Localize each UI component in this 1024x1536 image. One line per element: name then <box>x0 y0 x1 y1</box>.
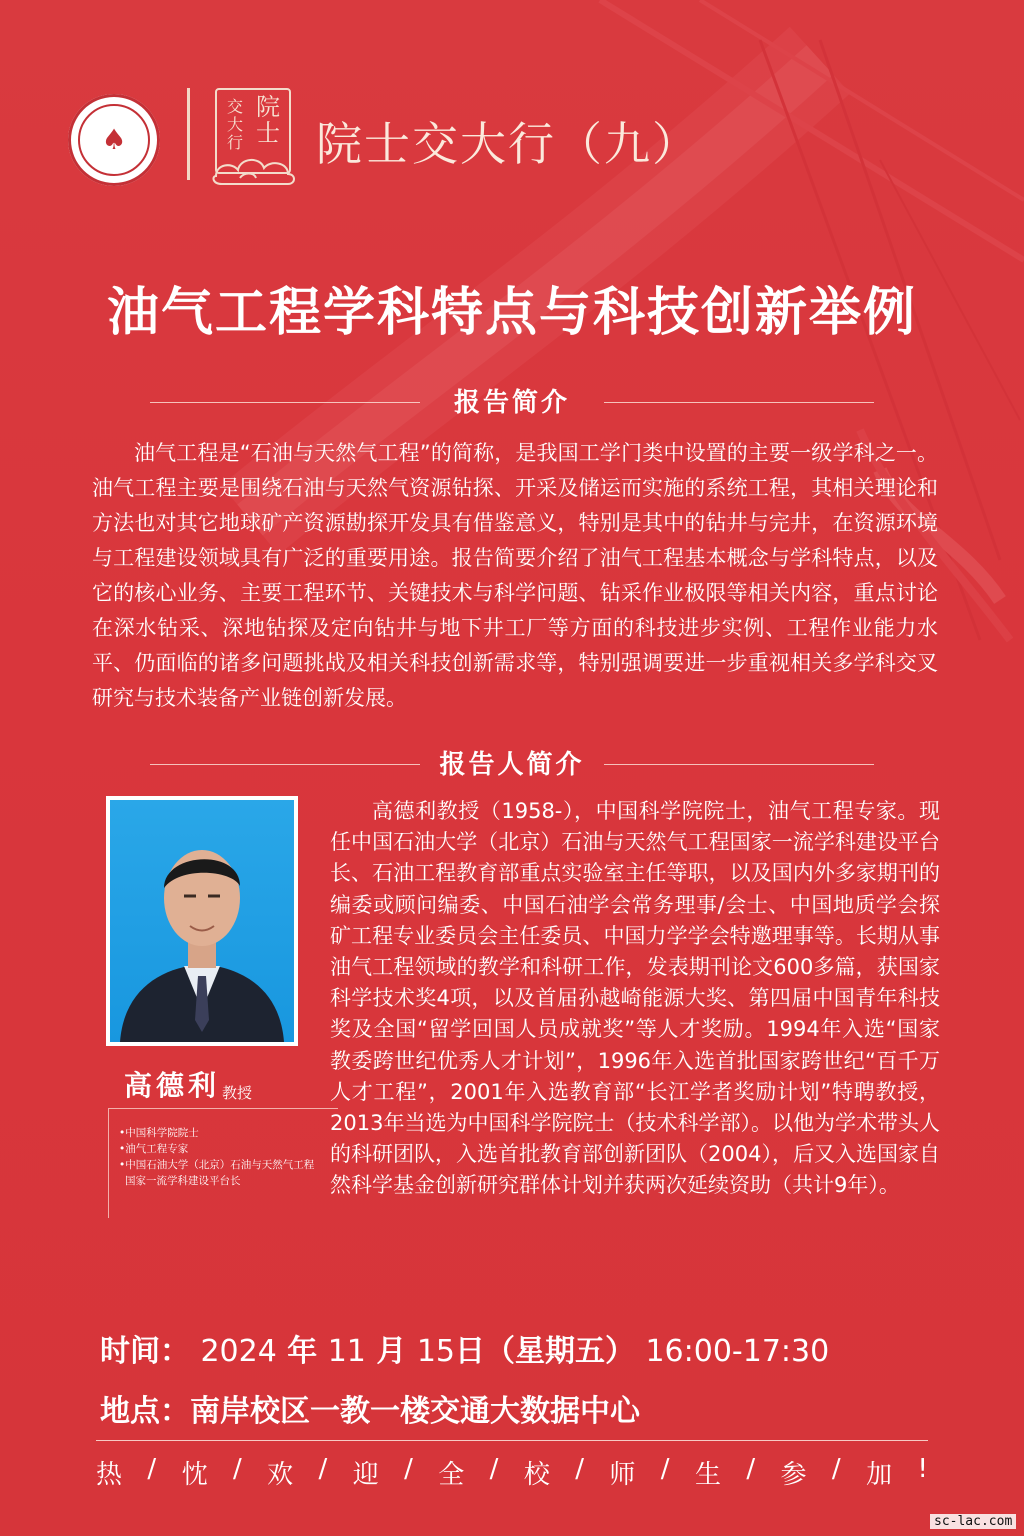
seal-tree-emblem: ♠ <box>101 123 127 156</box>
report-intro-text: 油气工程是“石油与天然气工程”的简称，是我国工学门类中设置的主要一级学科之一。油气工程主要是围绕石油与天然气资源钻探、开采及储运而实施的系统工程，其相关理论和方法也对其它地球矿产资源勘探开发具有借鉴意义，特别是其中的钻井与完井，在资源环境与工程建设领域具有广泛的重要用途。报告简要介绍了油气工程基本概念与学科特点，以及它的核心业务、主要工程环节、关键技术与科学问题、钻采作业极限等相关内容，重点讨论在深水钻采、深地钻探及定向钻井与地下井工厂等方面的科技进步实例、工程作业能力水平、仍面临的诸多问题挑战及相关科技创新需求等，特别强调要进一步重视相关多学科交叉研究与技术装备产业链创新发展。 <box>92 441 938 710</box>
place-value: 南岸校区一教一楼交通大数据中心 <box>190 1394 640 1429</box>
site-watermark: sc-lac.com <box>930 1514 1016 1529</box>
speaker-portrait <box>110 800 294 1042</box>
list-item: •油气工程专家 <box>119 1143 189 1155</box>
event-year-unit: 年 <box>287 1334 318 1369</box>
time-label: 时间： <box>100 1334 190 1369</box>
series-title: 院士交大行（九） <box>316 117 700 171</box>
welcome-separator: / <box>147 1454 157 1484</box>
list-item: 国家一流学科建设平台长 <box>125 1175 241 1187</box>
seal-chars-left: 交大行 <box>226 97 243 152</box>
speaker-intro-heading <box>0 744 1024 784</box>
welcome-char: 全 <box>438 1460 465 1490</box>
welcome-exclamation: ! <box>917 1454 928 1484</box>
welcome-separator: / <box>575 1454 584 1484</box>
footer-divider <box>96 1440 928 1441</box>
welcome-char: 校 <box>523 1460 550 1490</box>
speaker-credentials-list <box>108 1108 338 1218</box>
welcome-char: 参 <box>780 1460 807 1490</box>
welcome-separator: / <box>318 1454 328 1484</box>
event-day-unit: 日 <box>455 1334 485 1369</box>
report-intro-heading-label: 报告简介 <box>453 388 570 418</box>
speaker-photo <box>110 800 294 1042</box>
event-place <box>100 1386 640 1430</box>
list-item: •中国科学院院士 <box>119 1127 199 1139</box>
welcome-separator: / <box>660 1454 670 1484</box>
welcome-char: 加 <box>866 1460 893 1490</box>
speaker-photo-frame <box>106 796 298 1046</box>
welcome-separator: / <box>831 1454 841 1484</box>
event-time <box>100 1326 829 1370</box>
auspicious-cloud-icon <box>210 150 300 190</box>
place-label: 地点： <box>100 1394 190 1429</box>
seal-chars-right: 院士 <box>256 93 280 147</box>
welcome-separator: / <box>232 1454 242 1484</box>
speaker-title: 教授 <box>222 1084 253 1102</box>
speaker-intro-heading-label: 报告人简介 <box>439 750 585 780</box>
welcome-char: 师 <box>609 1460 636 1490</box>
event-month: 11 <box>327 1334 366 1369</box>
welcome-char: 忱 <box>181 1460 208 1490</box>
welcome-separator: / <box>746 1454 756 1484</box>
report-intro-heading <box>0 382 1024 422</box>
page-title: 油气工程学科特点与科技创新举例 <box>106 283 917 343</box>
welcome-banner <box>96 1454 928 1491</box>
header-divider <box>187 88 190 180</box>
event-weekday: （星期五） <box>485 1334 635 1369</box>
event-day: 15 <box>416 1334 455 1369</box>
event-hours: 16:00-17:30 <box>645 1334 830 1369</box>
welcome-separator: / <box>489 1454 499 1484</box>
event-year: 2024 <box>200 1334 277 1369</box>
welcome-char: 欢 <box>267 1460 294 1490</box>
heading-rule-right <box>604 402 874 403</box>
welcome-separator: / <box>404 1454 413 1484</box>
speaker-name: 高德利 <box>124 1069 221 1102</box>
event-month-unit: 月 <box>376 1334 407 1369</box>
welcome-char: 迎 <box>352 1460 379 1490</box>
university-seal-icon <box>68 94 160 186</box>
welcome-char: 热 <box>96 1460 123 1490</box>
heading-rule-right <box>604 764 874 765</box>
speaker-bio-text: 高德利教授（1958-），中国科学院院士，油气工程专家。现任中国石油大学（北京）石油与天然气工程国家一流学科建设平台长、石油工程教育部重点实验室主任等职，以及国内外多家期刊的编委或顾问编委、中国石油学会常务理事/会士、中国地质学会探矿工程专业委员会主任委员、中国力学学会特邀理事等。长期从事油气工程领域的教学和科研工作，发表期刊论文600多篇，获国家科学技术奖4项，以及首届孙越崎能源大奖、第四届中国青年科技奖及全国“留学回国人员成就奖”等人才奖励。1994年入选“国家教委跨世纪优秀人才计划”，1996年入选首批国家跨世纪“百千万人才工程”，2001年入选教育部“长江学者奖励计划”特聘教授，2013年当选为中国科学院院士（技术科学部）。以他为学术带头人的科研团队，入选首批教育部创新团队（2004），后又入选国家自然科学基金创新研究群体计划并获两次延续资助（共计9年）。 <box>330 799 940 1198</box>
list-item: •中国石油大学（北京）石油与天然气工程 <box>119 1159 315 1171</box>
welcome-char: 生 <box>694 1460 721 1490</box>
